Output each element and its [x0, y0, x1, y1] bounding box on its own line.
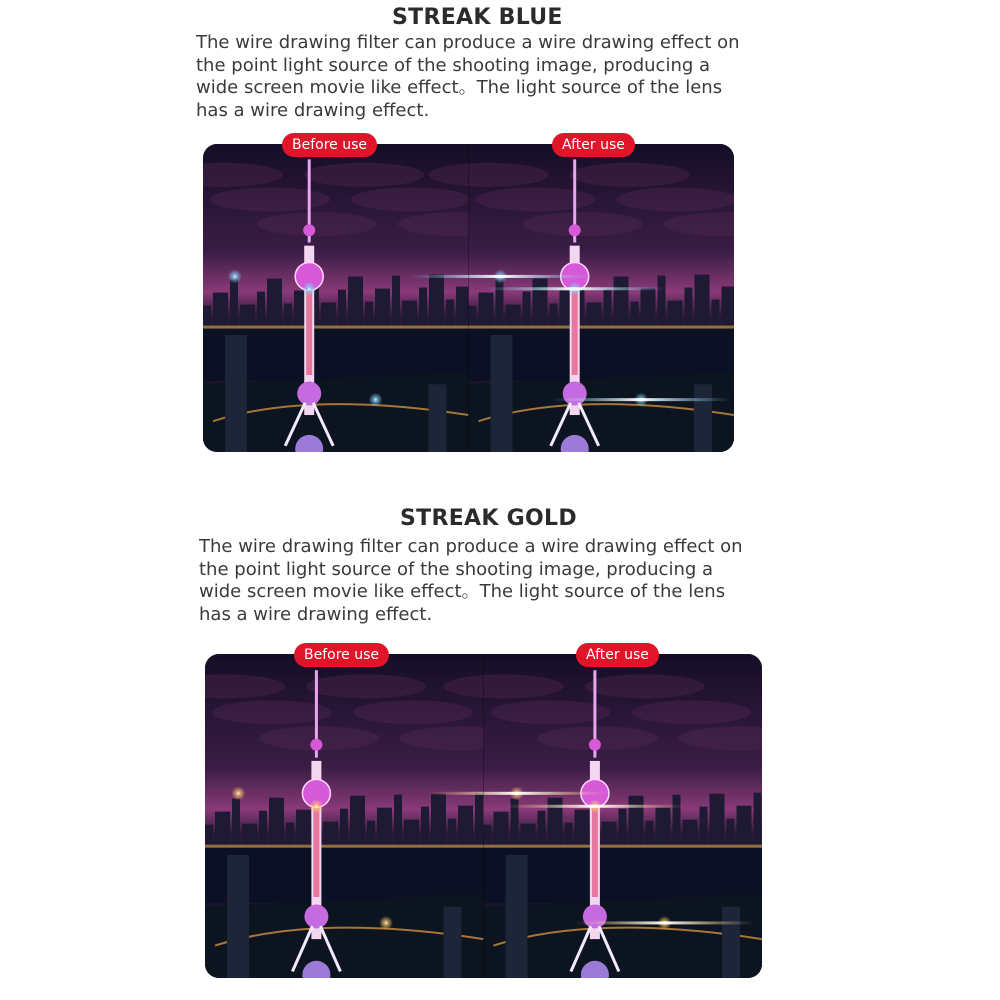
after-use-badge: After use: [576, 643, 659, 667]
description-line: has a wire drawing effect.: [199, 603, 433, 625]
light-streak: [410, 275, 590, 278]
section-title: STREAK GOLD: [400, 506, 577, 531]
description-line: wide screen movie like effect。The light source of the lens: [196, 77, 723, 98]
light-streak: [427, 792, 607, 795]
streak-gold-section: [0, 500, 1000, 1000]
before-panel: [205, 654, 520, 978]
description-line: The wire drawing filter can produce a wire drawing effect on: [196, 32, 740, 53]
city-scene-svg: [205, 654, 762, 978]
description-line: The wire drawing filter can produce a wire drawing effect on: [199, 536, 743, 557]
comparison-image: [203, 144, 734, 452]
light-streak: [575, 921, 755, 924]
before-use-badge: Before use: [294, 643, 389, 667]
before-use-badge: Before use: [282, 133, 377, 157]
description-line: the point light source of the shooting image, producing a: [196, 54, 711, 76]
section-description: [196, 32, 740, 122]
section-description: [199, 536, 743, 626]
comparison-image: [205, 654, 762, 978]
light-streak: [485, 287, 665, 290]
description-line: has a wire drawing effect.: [196, 99, 430, 121]
description-line: wide screen movie like effect。The light source of the lens: [199, 581, 726, 602]
light-streak: [505, 805, 685, 808]
section-title: STREAK BLUE: [392, 5, 563, 30]
light-streak: [551, 398, 731, 401]
city-scene-svg: [203, 144, 734, 452]
after-use-badge: After use: [552, 133, 635, 157]
streak-blue-section: [0, 0, 1000, 470]
description-line: the point light source of the shooting image, producing a: [199, 558, 714, 580]
